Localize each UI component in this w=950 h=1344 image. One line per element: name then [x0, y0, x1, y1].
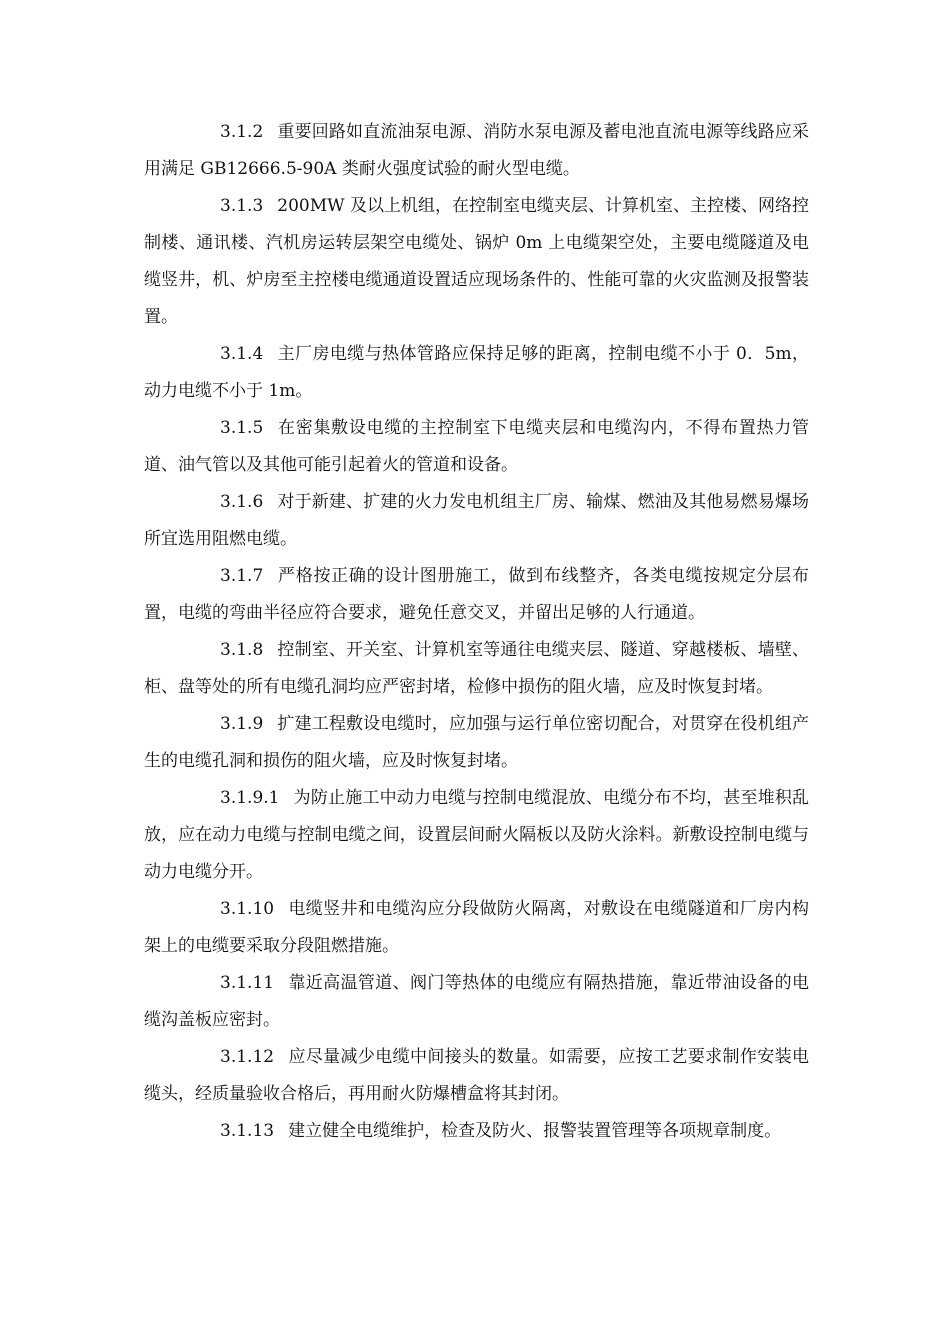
- clause-number: 3.1.5: [220, 418, 264, 438]
- clause-text: 对于新建、扩建的火力发电机组主厂房、输煤、燃油及其他易燃易爆场所宜选用阻燃电缆。: [144, 492, 809, 549]
- clause-text: 严格按正确的设计图册施工，做到布线整齐，各类电缆按规定分层布置，电缆的弯曲半径应符合要求，避免任意交叉，并留出足够的人行通道。: [144, 566, 809, 623]
- clause-3-1-8: [144, 632, 809, 706]
- clause-number: 3.1.3: [220, 196, 264, 216]
- clause-number: 3.1.11: [220, 973, 275, 993]
- clause-number: 3.1.6: [220, 492, 264, 512]
- clause-3-1-2: [144, 114, 809, 188]
- clause-number: 3.1.7: [220, 566, 264, 586]
- clause-3-1-11: [144, 965, 809, 1039]
- clause-text: 主厂房电缆与热体管路应保持足够的距离，控制电缆不小于 0．5m，动力电缆不小于 1m。: [144, 344, 809, 401]
- clause-number: 3.1.4: [220, 344, 264, 364]
- clause-text: 重要回路如直流油泵电源、消防水泵电源及蓄电池直流电源等线路应采用满足 GB12666.5-90A 类耐火强度试验的耐火型电缆。: [144, 122, 809, 179]
- clause-text: 电缆竖井和电缆沟应分段做防火隔离，对敷设在电缆隧道和厂房内构架上的电缆要采取分段阻燃措施。: [144, 899, 809, 956]
- clause-3-1-13: [144, 1113, 809, 1150]
- clause-3-1-4: [144, 336, 809, 410]
- clause-3-1-6: [144, 484, 809, 558]
- clause-3-1-9: [144, 706, 809, 780]
- clause-3-1-10: [144, 891, 809, 965]
- clause-number: 3.1.9: [220, 714, 264, 734]
- clause-text: 扩建工程敷设电缆时，应加强与运行单位密切配合，对贯穿在役机组产生的电缆孔洞和损伤的阻火墙，应及时恢复封堵。: [144, 714, 809, 771]
- clause-text: 为防止施工中动力电缆与控制电缆混放、电缆分布不均，甚至堆积乱放，应在动力电缆与控制电缆之间，设置层间耐火隔板以及防火涂料。新敷设控制电缆与动力电缆分开。: [144, 788, 809, 882]
- clause-text: 在密集敷设电缆的主控制室下电缆夹层和电缆沟内，不得布置热力管道、油气管以及其他可能引起着火的管道和设备。: [144, 418, 809, 475]
- clause-text: 控制室、开关室、计算机室等通往电缆夹层、隧道、穿越楼板、墙壁、柜、盘等处的所有电缆孔洞均应严密封堵，检修中损伤的阻火墙，应及时恢复封堵。: [144, 640, 809, 697]
- clause-text: 建立健全电缆维护，检查及防火、报警装置管理等各项规章制度。: [288, 1121, 782, 1141]
- clause-number: 3.1.13: [220, 1121, 275, 1141]
- clause-number: 3.1.2: [220, 122, 264, 142]
- clause-text: 应尽量减少电缆中间接头的数量。如需要，应按工艺要求制作安装电缆头，经质量验收合格后，再用耐火防爆槽盒将其封闭。: [144, 1047, 809, 1104]
- clause-text: 靠近高温管道、阀门等热体的电缆应有隔热措施，靠近带油设备的电缆沟盖板应密封。: [144, 973, 809, 1030]
- clause-number: 3.1.9.1: [220, 788, 280, 808]
- clause-3-1-5: [144, 410, 809, 484]
- clause-number: 3.1.12: [220, 1047, 275, 1067]
- clause-number: 3.1.10: [220, 899, 275, 919]
- document-body: [144, 114, 809, 1150]
- clause-text: 200MW 及以上机组，在控制室电缆夹层、计算机室、主控楼、网络控制楼、通讯楼、汽机房运转层架空电缆处、锅炉 0m 上电缆架空处，主要电缆隧道及电缆竖井，机、炉房至主控楼电缆通道设置适应现场条件的、性能可靠的火灾监测及报警装置。: [144, 196, 809, 327]
- clause-3-1-7: [144, 558, 809, 632]
- clause-number: 3.1.8: [220, 640, 264, 660]
- clause-3-1-9-1: [144, 780, 809, 891]
- clause-3-1-3: [144, 188, 809, 336]
- clause-3-1-12: [144, 1039, 809, 1113]
